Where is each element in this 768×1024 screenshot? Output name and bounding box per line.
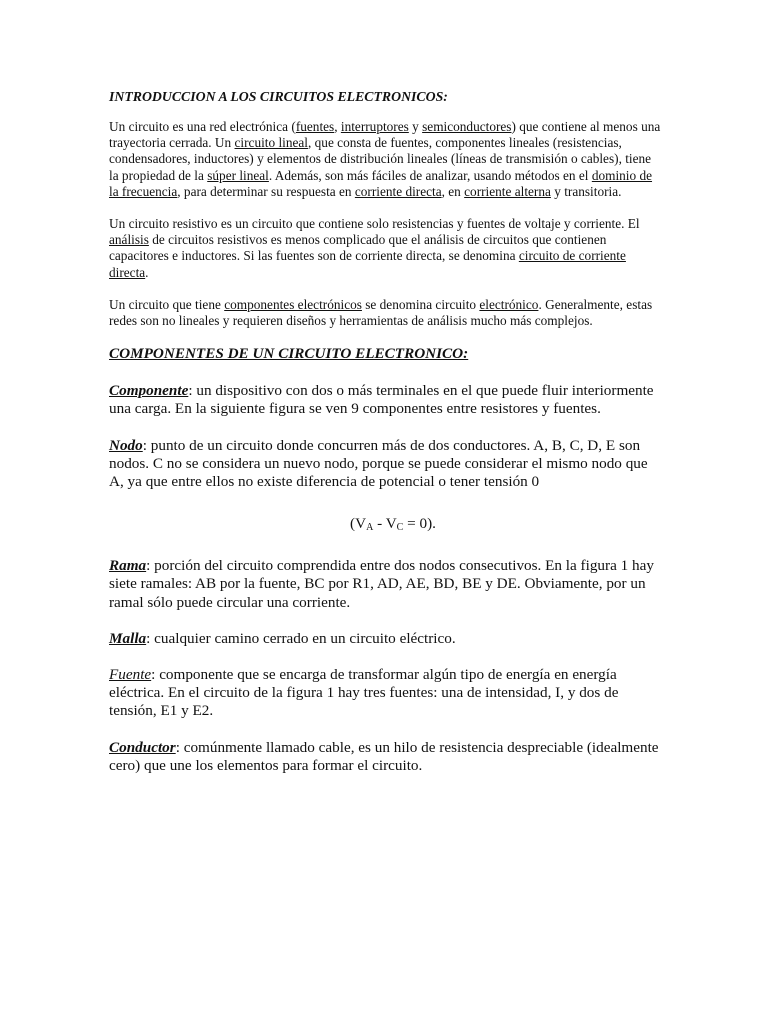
link-semiconductores[interactable]: semiconductores	[422, 119, 512, 134]
text: . Además, son más fáciles de analizar, usando métodos en el	[268, 167, 592, 183]
link-super-lineal[interactable]: súper lineal	[207, 167, 269, 183]
term-rama: Rama	[109, 557, 147, 575]
link-analisis[interactable]: análisis	[109, 232, 149, 248]
link-corriente-alterna[interactable]: corriente alterna	[464, 183, 551, 199]
formula-va-vc	[109, 515, 669, 537]
subscript-c: C	[396, 522, 404, 534]
text: , en	[441, 183, 465, 199]
intro-paragraph-2	[109, 216, 661, 281]
link-fuentes[interactable]: fuentes	[295, 119, 335, 134]
term-conductor: Conductor	[109, 738, 176, 756]
text: : comúnmente llamado cable, es un hilo de resistencia despreciable (idealmente cero) que une los elementos para formar el circuito.	[109, 738, 659, 774]
intro-paragraph-1	[109, 119, 661, 200]
text: , que consta de fuentes, componentes lineales (resistencias, condensadores, inductores) y elementos de distribución lineales (líneas de transmisión o cables), tiene la propiedad de la	[109, 135, 652, 183]
text: = 0).	[403, 515, 436, 533]
text: se denomina circuito	[361, 296, 480, 312]
text: Un circuito que tiene	[109, 296, 225, 312]
text: : porción del circuito comprendida entre dos nodos consecutivos. En la figura 1 hay siete ramales: AB por la fuente, BC por R1, AD, AE, BD, BE y DE. Obviamente, por un ramal sólo puede circular una corriente.	[109, 557, 654, 611]
link-corriente-directa[interactable]: corriente directa	[354, 183, 442, 199]
definition-malla	[109, 630, 661, 648]
term-componente: Componente	[109, 382, 189, 400]
definition-conductor	[109, 739, 661, 775]
text: de circuitos resistivos es menos complicado que el análisis de circuitos que contienen capacitores e inductores. Si las fuentes son de corriente directa, se denomina	[109, 232, 607, 264]
definition-rama	[109, 557, 661, 612]
text: : punto de un circuito donde concurren más de dos conductores. A, B, C, D, E son nodos. C no se considera un nuevo nodo, porque se puede considerar el mismo nodo que A, ya que entre ellos no existe diferencia de potencial o tener tensión 0	[109, 436, 648, 491]
term-fuente: Fuente	[109, 666, 152, 684]
text: y transitoria.	[550, 183, 622, 199]
link-circuito-lineal[interactable]: circuito lineal	[234, 135, 308, 151]
text: ,	[334, 119, 341, 134]
link-dominio-frecuencia[interactable]: dominio de la frecuencia	[109, 167, 653, 199]
link-electronico[interactable]: electrónico	[479, 296, 539, 312]
text: . Generalmente, estas redes son no lineales y requieren diseños y herramientas de análisis mucho más complejos.	[109, 296, 653, 329]
text: (V	[350, 515, 367, 533]
link-componentes-electronicos[interactable]: componentes electrónicos	[224, 296, 362, 312]
text: Un circuito resistivo es un circuito que contiene solo resistencias y fuentes de voltaje y corriente. El	[109, 216, 640, 232]
text: : cualquier camino cerrado en un circuito eléctrico.	[146, 629, 456, 647]
text: : componente que se encarga de transformar algún tipo de energía en energía eléctrica. En el circuito de la figura 1 hay tres fuentes: una de intensidad, I, y dos de tensión, E1 y E2.	[109, 666, 619, 720]
term-malla: Malla	[109, 629, 147, 647]
definition-componente	[109, 382, 661, 418]
definition-fuente	[109, 666, 661, 721]
term-nodo: Nodo	[109, 436, 143, 454]
link-interruptores[interactable]: interruptores	[340, 119, 409, 134]
text: Un circuito es una red electrónica (	[109, 119, 296, 134]
link-circuito-corriente-directa[interactable]: circuito de corriente directa	[109, 248, 626, 280]
text: y	[408, 119, 423, 134]
text: ) que contiene al menos una trayectoria cerrada. Un	[109, 119, 661, 151]
text: , para determinar su respuesta en	[177, 183, 355, 199]
definition-nodo	[109, 437, 661, 492]
text: - V	[373, 515, 397, 533]
intro-paragraph-3	[109, 297, 661, 329]
document-title: INTRODUCCION A LOS CIRCUITOS ELECTRONICOS:	[109, 89, 448, 104]
text: : un dispositivo con dos o más terminales en el que puede fluir interiormente una carga. En la siguiente figura se ven 9 componentes entre resistores y fuentes.	[109, 382, 654, 418]
section-title: COMPONENTES DE UN CIRCUITO ELECTRONICO:	[109, 345, 469, 363]
subscript-a: A	[366, 522, 374, 534]
text: .	[145, 264, 149, 280]
